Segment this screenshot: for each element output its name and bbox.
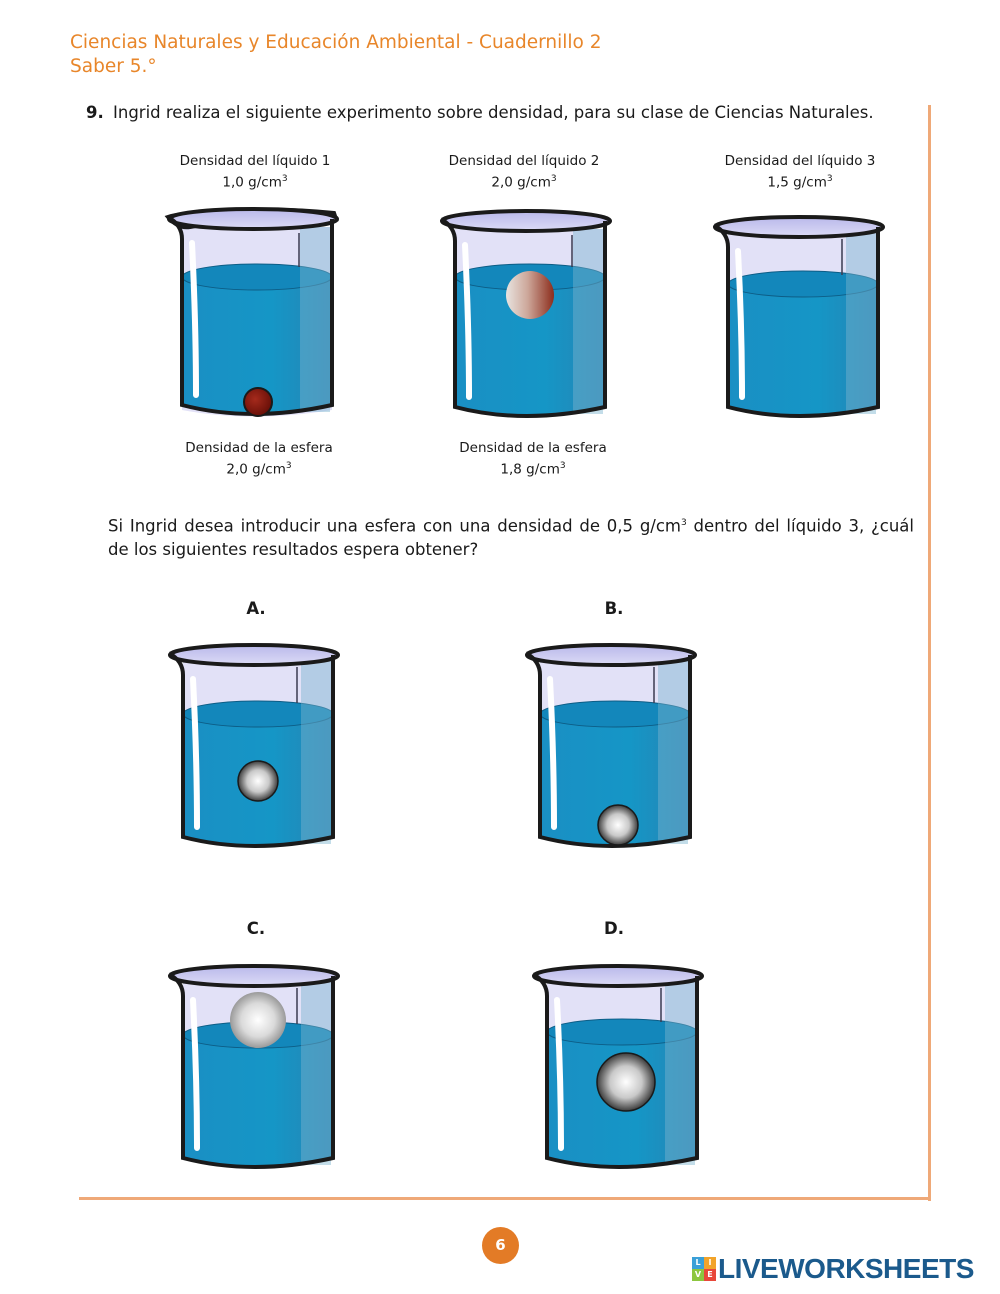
option-d-beaker[interactable]: [525, 958, 707, 1176]
beaker-liquid-3: [706, 207, 888, 425]
sphere-1-label: Densidad de la esfera 2,0 $g/cm^3$: [185, 440, 333, 478]
beaker-liquid-1: [160, 205, 342, 423]
option-d-label[interactable]: D.: [604, 919, 624, 938]
header-subtitle: Saber 5.°: [70, 56, 157, 77]
sphere-silver-b: [598, 805, 638, 845]
question-line: [86, 103, 874, 122]
liveworksheets-icon: L I V E: [692, 1257, 716, 1281]
option-a-beaker[interactable]: [161, 637, 343, 855]
option-c-beaker[interactable]: [161, 958, 343, 1176]
sphere-brown: [506, 271, 554, 319]
liquid-1-label: Densidad del líquido 1 1,0 $g/cm^3$: [179, 153, 331, 191]
liquid-2-label: Densidad del líquido 2 2,0 $g/cm^3$: [448, 153, 600, 191]
option-b-beaker[interactable]: [518, 637, 700, 855]
option-c-label[interactable]: C.: [246, 919, 266, 938]
frame-border-bottom: [79, 1197, 931, 1200]
frame-border-right: [928, 105, 931, 1201]
page-number: 6: [482, 1227, 519, 1264]
sphere-silver-a: [238, 761, 278, 801]
question-prompt: Si Ingrid desea introducir una esfera con una densidad de 0,5 $g/cm^3$ dentro del líquido 3, ¿cuál de los siguientes resultados espera obtener?: [108, 516, 914, 559]
liveworksheets-logo[interactable]: [692, 1251, 974, 1287]
header-title: Ciencias Naturales y Educación Ambiental - Cuadernillo 2: [70, 32, 602, 53]
question-number: 9.: [86, 103, 104, 122]
option-a-label[interactable]: A.: [246, 599, 266, 618]
sphere-silver-c: [230, 992, 286, 1048]
document-header: [70, 31, 602, 79]
option-b-label[interactable]: B.: [604, 599, 624, 618]
beaker-liquid-2: [433, 207, 615, 425]
sphere-red: [244, 388, 272, 416]
sphere-2-label: Densidad de la esfera 1,8 $g/cm^3$: [459, 440, 607, 478]
brand-name: LIVEWORKSHEETS: [718, 1253, 974, 1284]
question-text: Ingrid realiza el siguiente experimento sobre densidad, para su clase de Ciencias Naturales.: [113, 103, 874, 122]
liquid-3-label: Densidad del líquido 3 1,5 $g/cm^3$: [724, 153, 876, 191]
sphere-silver-d: [597, 1053, 655, 1111]
